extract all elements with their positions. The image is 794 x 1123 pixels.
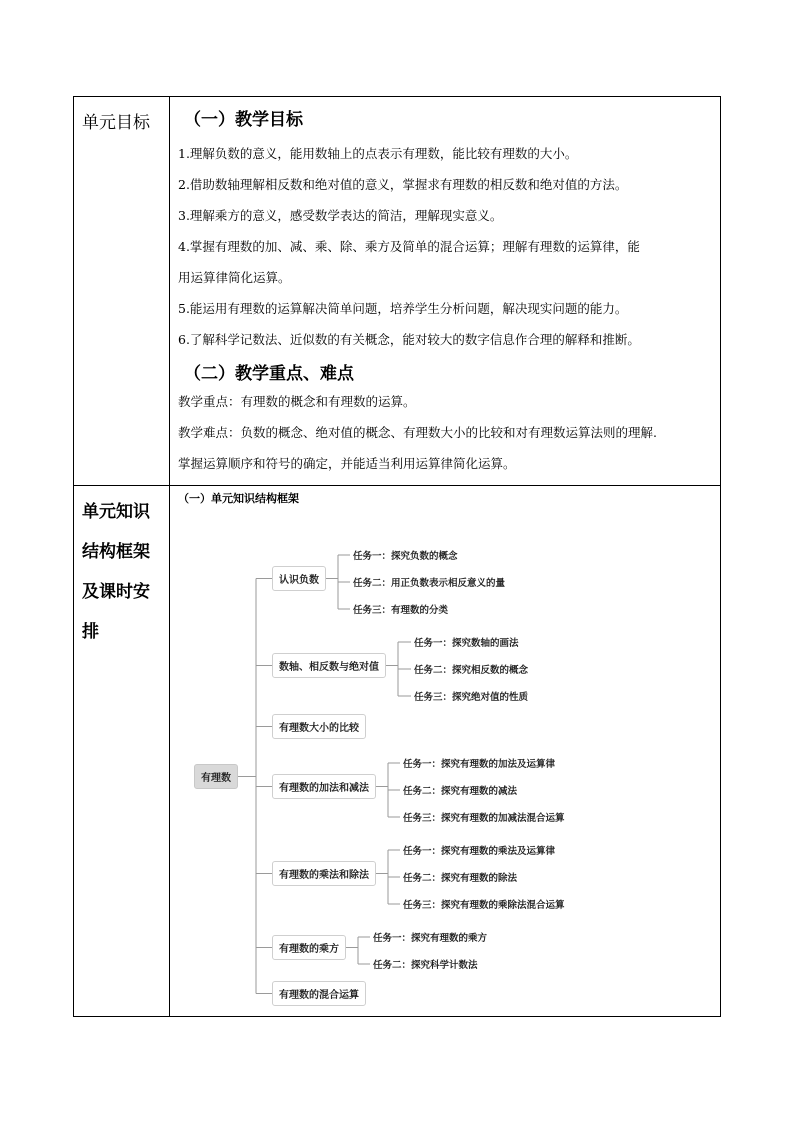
- mind-map-root: 有理数: [194, 764, 238, 789]
- structure-content-cell: [170, 486, 721, 1017]
- task-node: 任务二：探究科学计数法: [373, 960, 478, 971]
- task-node: 任务二：探究有理数的减法: [403, 786, 518, 797]
- key-point-line: 掌握运算顺序和符号的确定，并能适当利用运算律简化运算。: [178, 456, 516, 471]
- key-points-heading: （二）教学重点、难点: [184, 364, 354, 384]
- key-point-line: 教学重点：有理数的概念和有理数的运算。: [178, 394, 416, 409]
- task-node: 任务一：探究负数的概念: [353, 551, 458, 562]
- goal-line: 用运算律简化运算。: [178, 270, 291, 285]
- goals-content-cell: [170, 97, 721, 486]
- branch-node: 数轴、相反数与绝对值: [272, 653, 386, 678]
- goals-heading: （一）教学目标: [184, 110, 303, 130]
- goal-line: 6.了解科学记数法、近似数的有关概念，能对较大的数字信息作合理的解释和推断。: [178, 332, 640, 347]
- task-node: 任务一：探究数轴的画法: [414, 638, 519, 649]
- structure-label-cell: [74, 486, 170, 1017]
- goal-line: 3.理解乘方的意义，感受数学表达的简洁，理解现实意义。: [178, 208, 503, 223]
- goal-line: 5.能运用有理数的运算解决简单问题，培养学生分析问题，解决现实问题的能力。: [178, 301, 628, 316]
- goals-label: 单元目标: [82, 113, 150, 133]
- branch-node: 有理数的乘法和除法: [272, 861, 376, 886]
- branch-node: 有理数大小的比较: [272, 714, 366, 739]
- branch-node: 认识负数: [272, 566, 326, 591]
- branch-node: 有理数的混合运算: [272, 981, 366, 1006]
- branch-node: 有理数的乘方: [272, 935, 346, 960]
- goals-row: [74, 97, 721, 486]
- structure-heading: （一）单元知识结构框架: [178, 492, 299, 505]
- task-node: 任务三：探究有理数的乘除法混合运算: [403, 900, 565, 911]
- key-point-line: 教学难点：负数的概念、绝对值的概念、有理数大小的比较和对有理数运算法则的理解.: [178, 425, 657, 440]
- task-node: 任务二：探究有理数的除法: [403, 873, 518, 884]
- goal-line: 4.掌握有理数的加、减、乘、除、乘方及简单的混合运算；理解有理数的运算律，能: [178, 239, 640, 254]
- branch-node: 有理数的加法和减法: [272, 774, 376, 799]
- task-node: 任务三：探究绝对值的性质: [414, 692, 529, 703]
- mind-map: [170, 506, 720, 1016]
- goal-line: 2.借助数轴理解相反数和绝对值的意义，掌握求有理数的相反数和绝对值的方法。: [178, 177, 628, 192]
- structure-label: 单元知识 结构框架 及课时安 排: [82, 502, 150, 642]
- task-node: 任务三：探究有理数的加减法混合运算: [403, 813, 565, 824]
- goal-line: 1.理解负数的意义，能用数轴上的点表示有理数，能比较有理数的大小。: [178, 146, 578, 161]
- task-node: 任务一：探究有理数的乘方: [373, 933, 488, 944]
- goals-label-cell: [74, 97, 170, 486]
- task-node: 任务一：探究有理数的乘法及运算律: [403, 846, 556, 857]
- plan-table: [73, 96, 721, 1017]
- task-node: 任务三：有理数的分类: [353, 605, 449, 616]
- structure-row: [74, 486, 721, 1017]
- task-node: 任务一：探究有理数的加法及运算律: [403, 759, 556, 770]
- task-node: 任务二：探究相反数的概念: [414, 665, 529, 676]
- task-node: 任务二：用正负数表示相反意义的量: [353, 578, 506, 589]
